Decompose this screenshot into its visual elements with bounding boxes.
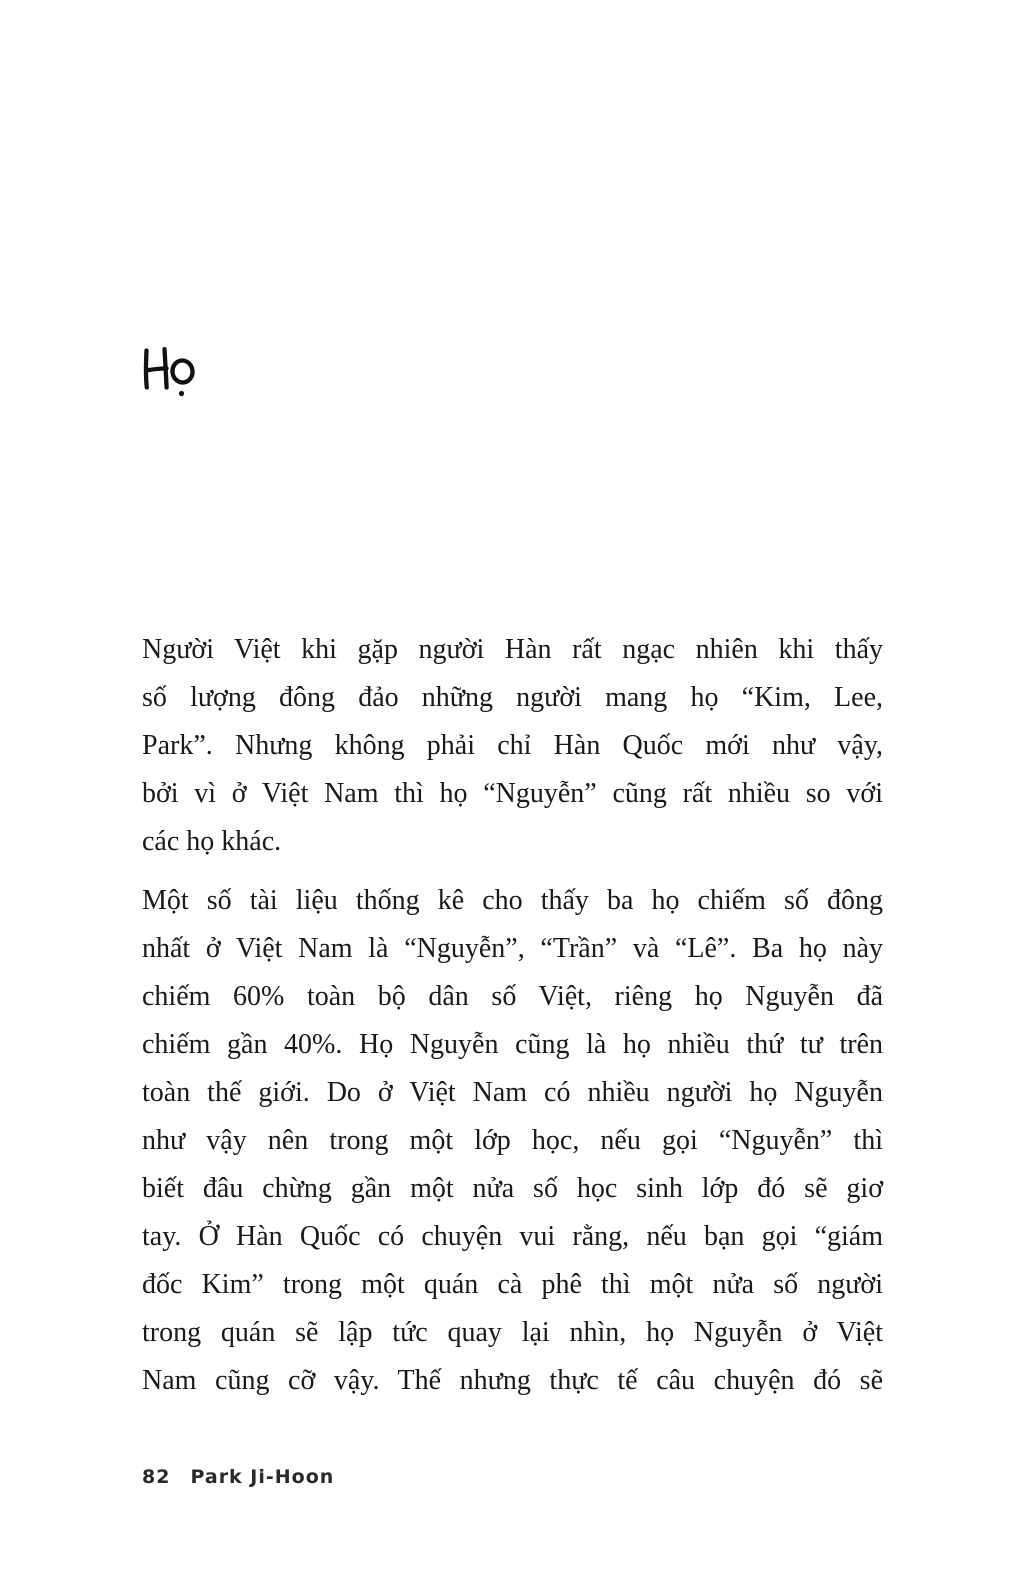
- text-line: trong quán sẽ lập tức quay lại nhìn, họ Nguyễn ở Việt: [142, 1317, 883, 1348]
- text-line: toàn thế giới. Do ở Việt Nam có nhiều người họ Nguyễn: [142, 1077, 883, 1108]
- author-name: Park Ji-Hoon: [190, 1466, 335, 1488]
- text-line: Park”. Nhưng không phải chỉ Hàn Quốc mới như vậy,: [142, 730, 883, 761]
- page-number: 82: [142, 1466, 171, 1488]
- text-line: số lượng đông đảo những người mang họ “Kim, Lee,: [142, 682, 883, 713]
- text-line: Một số tài liệu thống kê cho thấy ba họ chiếm số đông: [142, 885, 883, 916]
- text-line: các họ khác.: [142, 826, 282, 857]
- text-line: như vậy nên trong một lớp học, nếu gọi “Nguyễn” thì: [142, 1125, 883, 1156]
- chapter-heading-handwriting-icon: [140, 336, 210, 406]
- paragraph: [142, 877, 883, 1405]
- page-footer: [142, 1466, 334, 1488]
- text-line: chiếm 60% toàn bộ dân số Việt, riêng họ Nguyễn đã: [142, 981, 883, 1012]
- chapter-heading: [140, 336, 210, 406]
- text-body: [142, 626, 883, 1416]
- text-line: Nam cũng cỡ vậy. Thế nhưng thực tế câu chuyện đó sẽ: [142, 1365, 883, 1396]
- text-line: chiếm gần 40%. Họ Nguyễn cũng là họ nhiều thứ tư trên: [142, 1029, 883, 1060]
- text-line: đốc Kim” trong một quán cà phê thì một nửa số người: [142, 1269, 883, 1300]
- text-line: bởi vì ở Việt Nam thì họ “Nguyễn” cũng rất nhiều so với: [142, 778, 883, 809]
- text-line: biết đâu chừng gần một nửa số học sinh lớp đó sẽ giơ: [142, 1173, 883, 1204]
- text-line: tay. Ở Hàn Quốc có chuyện vui rằng, nếu bạn gọi “giám: [142, 1221, 883, 1252]
- text-line: Người Việt khi gặp người Hàn rất ngạc nhiên khi thấy: [142, 634, 883, 665]
- text-line: nhất ở Việt Nam là “Nguyễn”, “Trần” và “Lê”. Ba họ này: [142, 933, 883, 964]
- paragraph: [142, 626, 883, 866]
